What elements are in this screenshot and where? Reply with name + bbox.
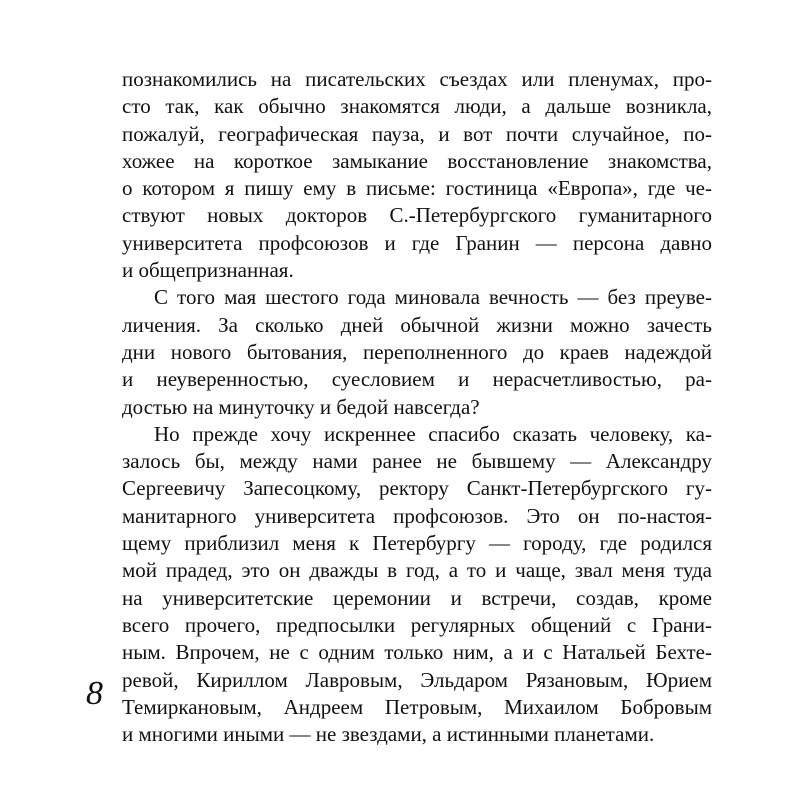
page-number: 8 bbox=[86, 675, 103, 712]
body-text bbox=[122, 66, 712, 748]
text-line: щему приблизил меня к Петербургу — городу, где родился bbox=[122, 531, 712, 556]
text-line: манитарного университета профсоюзов. Это он по-настоя- bbox=[122, 503, 712, 528]
text-line: хожее на короткое замыкание восстановление знакомства, bbox=[122, 148, 712, 173]
text-line: Темиркановым, Андреем Петровым, Михаилом Бобровым bbox=[122, 694, 712, 719]
text-line: всего прочего, предпосылки регулярных общений с Грани- bbox=[122, 612, 712, 637]
text-line: познакомились на писательских съездах или пленумах, про- bbox=[122, 67, 712, 91]
text-line: и общепризнанная. bbox=[122, 258, 294, 283]
text-line: сто так, как обычно знакомятся люди, а дальше возникла, bbox=[122, 94, 712, 119]
text-line: дни нового бытования, переполненного до краев надеждой bbox=[122, 339, 712, 364]
text-line: ствуют новых докторов С.-Петербургского гуманитарного bbox=[122, 203, 712, 228]
text-line: мой прадед, это он дважды в год, а то и чаще, звал меня туда bbox=[122, 558, 712, 583]
text-line: на университетские церемонии и встречи, создав, кроме bbox=[122, 585, 712, 610]
text-line: залось бы, между нами ранее не бывшему — Александру bbox=[122, 449, 712, 474]
text-line: Но прежде хочу искреннее спасибо сказать человеку, ка- bbox=[154, 421, 712, 446]
text-line: и неуверенностью, суесловием и нерасчетливостью, ра- bbox=[122, 367, 712, 392]
text-line: ревой, Кириллом Лавровым, Эльдаром Рязановым, Юрием bbox=[122, 667, 712, 692]
text-line: личения. За сколько дней обычной жизни можно зачесть bbox=[122, 312, 712, 337]
text-line: университета профсоюзов и где Гранин — персона давно bbox=[122, 230, 712, 255]
text-line: и многими иными — не звездами, а истинными планетами. bbox=[122, 722, 655, 747]
text-line: о котором я пишу ему в письме: гостиница «Европа», где че- bbox=[122, 176, 712, 201]
text-line: Сергеевичу Запесоцкому, ректору Санкт-Петербургского гу- bbox=[122, 476, 712, 501]
text-line: ным. Впрочем, не с одним только ним, а и с Натальей Бехте- bbox=[122, 640, 712, 665]
text-line: пожалуй, географическая пауза, и вот почти случайное, по- bbox=[122, 121, 712, 146]
text-line: С того мая шестого года миновала вечность — без преуве- bbox=[154, 285, 712, 310]
text-line: достью на минуточку и бедой навсегда? bbox=[122, 394, 480, 419]
